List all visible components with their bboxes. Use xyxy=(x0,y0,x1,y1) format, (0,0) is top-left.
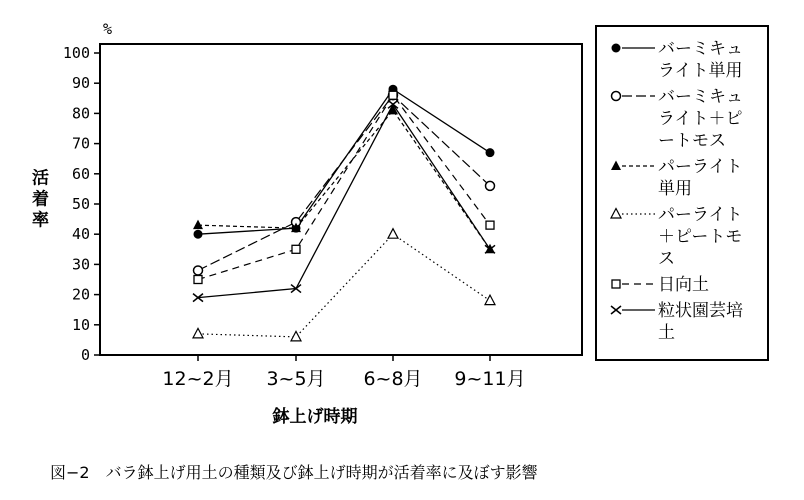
y-tick-label: 60 xyxy=(71,164,90,183)
data-point xyxy=(194,266,203,275)
figure-caption: 図−2 バラ鉢上げ用土の種類及び鉢上げ時期が活着率に及ぼす影響 xyxy=(50,463,538,482)
legend-label: ス xyxy=(658,249,675,269)
data-point xyxy=(485,295,495,305)
legend-label: 土 xyxy=(658,323,675,343)
data-point xyxy=(389,91,397,99)
x-tick-label: 9~11月 xyxy=(454,368,526,390)
y-tick-label: 0 xyxy=(80,346,90,364)
x-tick-label: 3~5月 xyxy=(266,368,326,390)
x-axis-label: 鉢上げ時期 xyxy=(272,407,358,427)
data-point xyxy=(486,221,494,229)
legend-marker xyxy=(611,161,621,171)
legend xyxy=(611,39,743,343)
legend-marker xyxy=(612,92,621,101)
data-point xyxy=(292,245,300,253)
x-tick-label: 12~2月 xyxy=(162,368,234,390)
y-unit: % xyxy=(103,20,113,38)
legend-marker xyxy=(612,280,620,288)
x-axis-ticks xyxy=(162,355,525,390)
plot-frame xyxy=(100,44,582,355)
y-tick-label: 80 xyxy=(71,104,90,123)
y-tick-label: 40 xyxy=(71,225,90,244)
data-point xyxy=(486,181,495,190)
legend-marker xyxy=(612,44,621,53)
legend-label: 単用 xyxy=(658,179,692,199)
y-tick-label: 100 xyxy=(62,44,90,62)
y-tick-label: 70 xyxy=(71,134,90,153)
legend-label: ライト単用 xyxy=(658,61,743,81)
legend-marker xyxy=(611,306,621,314)
y-tick-label: 90 xyxy=(71,74,90,93)
series-line-3 xyxy=(198,110,490,249)
series-line-1 xyxy=(198,89,490,234)
legend-label: バーミキュ xyxy=(658,39,743,59)
legend-label: ＋ピートモ xyxy=(658,227,743,247)
y-axis-ticks xyxy=(63,44,100,364)
legend-marker xyxy=(611,209,621,219)
legend-label: バーミキュ xyxy=(658,87,743,107)
data-point xyxy=(388,229,398,239)
y-tick-label: 30 xyxy=(71,255,90,274)
series-line-6 xyxy=(198,104,490,297)
y-axis-label: 活着率 xyxy=(28,168,48,232)
series-group xyxy=(193,85,495,341)
legend-label: ライト＋ピ xyxy=(658,109,743,129)
data-point xyxy=(291,331,301,341)
legend-label: パーライト xyxy=(658,157,743,177)
series-line-4 xyxy=(198,234,490,337)
data-point xyxy=(194,230,203,239)
legend-label: パーライト xyxy=(658,205,743,225)
data-point xyxy=(486,148,495,157)
data-point xyxy=(194,276,202,284)
legend-label: ートモス xyxy=(658,131,726,151)
y-tick-label: 50 xyxy=(71,195,90,213)
y-tick-label: 20 xyxy=(71,285,90,304)
legend-label: 粒状園芸培 xyxy=(658,301,743,321)
legend-label: 日向土 xyxy=(658,275,709,295)
data-point xyxy=(193,220,203,230)
data-point xyxy=(193,328,203,338)
x-tick-label: 6~8月 xyxy=(363,368,423,390)
y-tick-label: 10 xyxy=(71,315,90,334)
